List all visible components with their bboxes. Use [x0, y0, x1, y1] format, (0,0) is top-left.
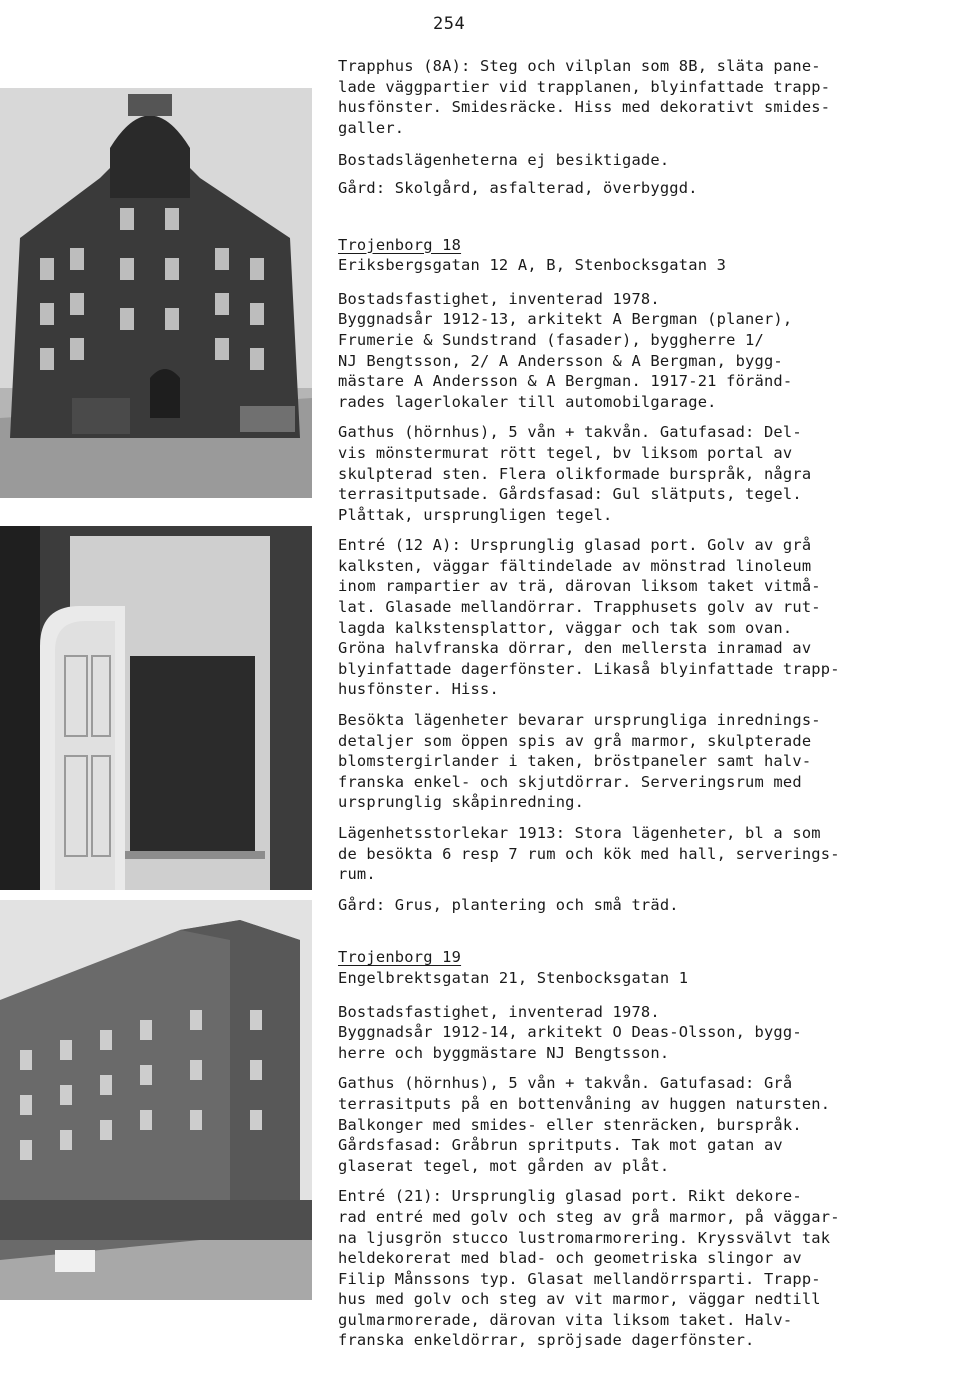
property-address: Engelbrektsgatan 21, Stenbocksgatan 1 — [338, 968, 689, 987]
photo-building-trojenborg-19 — [0, 900, 312, 1300]
paragraph: Entré (21): Ursprunglig glasad port. Rikt dekore- rad entré med golv och steg av grå marmor, på väggar- na ljusgrön stucco lustromarmorering. Kryssvälvt tak heldekorerat med blad- och geometriska slingor av Filip Månssons typ. Glasat mellandörrsparti. Trapp- hus med golv och steg av vit marmor, väggar nedtill gulmarmorerade, därovan vita liksom taket. Halv- franska enkeldörrar, spröjsade dagerfönster. — [338, 1187, 840, 1350]
section-trojenborg-19 — [338, 947, 898, 1351]
paragraph: Bostadslägenheterna ej besiktigade. — [338, 151, 670, 170]
property-heading: Trojenborg 18 — [338, 235, 462, 254]
paragraph: Gathus (hörnhus), 5 vån + takvån. Gatufasad: Grå terrasitputs på en bottenvåning av huggen natursten. Balkonger med smides- eller stenräcken, burspråk. Gårdsfasad: Gråbrun spritputs. Tak mot gatan av glaserat tegel, mot gården av plåt. — [338, 1074, 831, 1175]
paragraph: Bostadsfastighet, inventerad 1978. Byggnadsår 1912-13, arkitekt A Bergman (planer), Frumerie & Sundstrand (fasader), byggherre 1/ NJ Bengtsson, 2/ A Andersson & A Bergman, bygg- mästare A Andersson & A Bergman. 1917-21 föränd- rades lagerlokaler till automobilgarage. — [338, 289, 793, 411]
property-address: Eriksbergsgatan 12 A, B, Stenbocksgatan 3 — [338, 256, 727, 275]
paragraph: Entré (12 A): Ursprunglig glasad port. Golv av grå kalksten, väggar fältindelade av mönstrad linoleum inom rampartier av trä, därovan liksom taket vitmå- lat. Glasade mellandörrar. Trapphusets golv av rut- lagda kalkstensplattor, väggar och tak som ovan. Gröna halvfranska dörrar, den mellersta inramad av blyinfattade dagerfönster. Likaså blyinfattade trapp- husfönster. Hiss. — [338, 536, 840, 699]
paragraph: Gård: Grus, plantering och små träd. — [338, 895, 679, 914]
paragraph: Lägenhetsstorlekar 1913: Stora lägenheter, bl a som de besökta 6 resp 7 rum och kök med hall, serverings- rum. — [338, 824, 840, 884]
paragraph: Bostadsfastighet, inventerad 1978. Byggnadsår 1912-14, arkitekt O Deas-Olsson, bygg- herre och byggmästare NJ Bengtsson. — [338, 1002, 802, 1062]
paragraph: Gård: Skolgård, asfalterad, överbyggd. — [338, 178, 698, 197]
section-trojenborg-18 — [338, 235, 898, 916]
page-number: 254 — [433, 14, 466, 34]
paragraph: Trapphus (8A): Steg och vilplan som 8B, släta pane- lade väggpartier vid trapplanen, blyinfattade trapp- husfönster. Smidesräcke. Hiss med dekorativt smides- galler. — [338, 57, 831, 137]
section-trapphus — [338, 56, 898, 199]
photo-building-trojenborg-18 — [0, 88, 312, 498]
paragraph: Gathus (hörnhus), 5 vån + takvån. Gatufasad: Del- vis mönstermurat rött tegel, bv liksom portal av skulpterad sten. Flera olikformade burspråk, några terrasitputsade. Gårdsfasad: Gul slätputs, tegel. Plåttak, ursprungligen tegel. — [338, 423, 812, 524]
property-heading: Trojenborg 19 — [338, 948, 462, 967]
paragraph: Besökta lägenheter bevarar ursprungliga inrednings- detaljer som öppen spis av grå marmor, skulpterade blomstergirlander i taken, bröstpaneler samt halv- franska enkel- och skjutdörrar. Serveringsrum med ursprunglig skåpinredning. — [338, 711, 821, 812]
text-column — [338, 56, 898, 1361]
photo-interior-entrance — [0, 526, 312, 890]
